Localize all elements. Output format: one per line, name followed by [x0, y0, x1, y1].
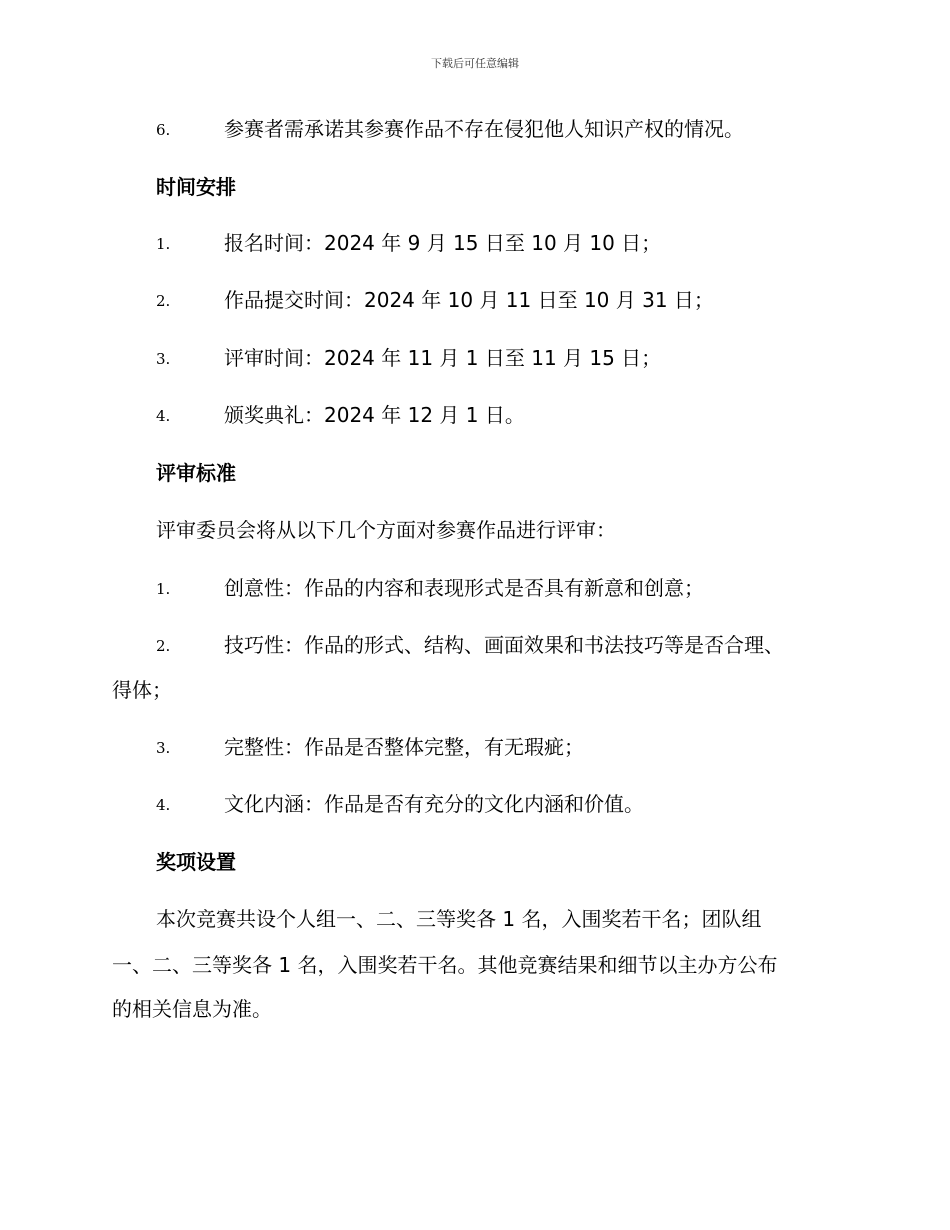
schedule-item-text: 作品提交时间：2024 年 10 月 11 日至 10 月 31 日； [224, 288, 714, 312]
awards-paragraph-line: 一、二、三等奖各 1 名，入围奖若干名。其他竞赛结果和细节以主办方公布 [112, 953, 778, 977]
list-item-text: 参赛者需承诺其参赛作品不存在侵犯他人知识产权的情况。 [224, 117, 744, 141]
criteria-item-number: 4. [156, 796, 171, 814]
schedule-item-number: 3. [156, 350, 171, 368]
schedule-item-text: 报名时间：2024 年 9 月 15 日至 10 月 10 日； [224, 231, 662, 255]
criteria-item-text: 完整性：作品是否整体完整，有无瑕疵； [224, 735, 584, 759]
list-item-number: 6. [156, 121, 171, 139]
schedule-item-number: 1. [156, 235, 171, 253]
criteria-item-text: 文化内涵：作品是否有充分的文化内涵和价值。 [224, 792, 644, 816]
awards-paragraph-line: 本次竞赛共设个人组一、二、三等奖各 1 名，入围奖若干名；团队组 [156, 907, 762, 931]
awards-paragraph-line: 的相关信息为准。 [112, 997, 272, 1021]
schedule-item-number: 2. [156, 292, 171, 310]
section-heading-awards: 奖项设置 [156, 850, 236, 874]
page-header-note: 下载后可任意编辑 [431, 57, 519, 70]
criteria-item-continuation: 得体； [112, 678, 172, 702]
criteria-item-number: 1. [156, 580, 171, 598]
criteria-item-text: 技巧性：作品的形式、结构、画面效果和书法技巧等是否合理、 [224, 633, 784, 657]
criteria-item-text: 创意性：作品的内容和表现形式是否具有新意和创意； [224, 576, 704, 600]
section-heading-criteria: 评审标准 [156, 461, 236, 485]
criteria-intro: 评审委员会将从以下几个方面对参赛作品进行评审： [156, 518, 616, 542]
schedule-item-text: 评审时间：2024 年 11 月 1 日至 11 月 15 日； [224, 346, 662, 370]
criteria-item-number: 2. [156, 637, 171, 655]
schedule-item-text: 颁奖典礼：2024 年 12 月 1 日。 [224, 403, 525, 427]
criteria-item-number: 3. [156, 739, 171, 757]
schedule-item-number: 4. [156, 407, 171, 425]
section-heading-schedule: 时间安排 [156, 175, 236, 199]
